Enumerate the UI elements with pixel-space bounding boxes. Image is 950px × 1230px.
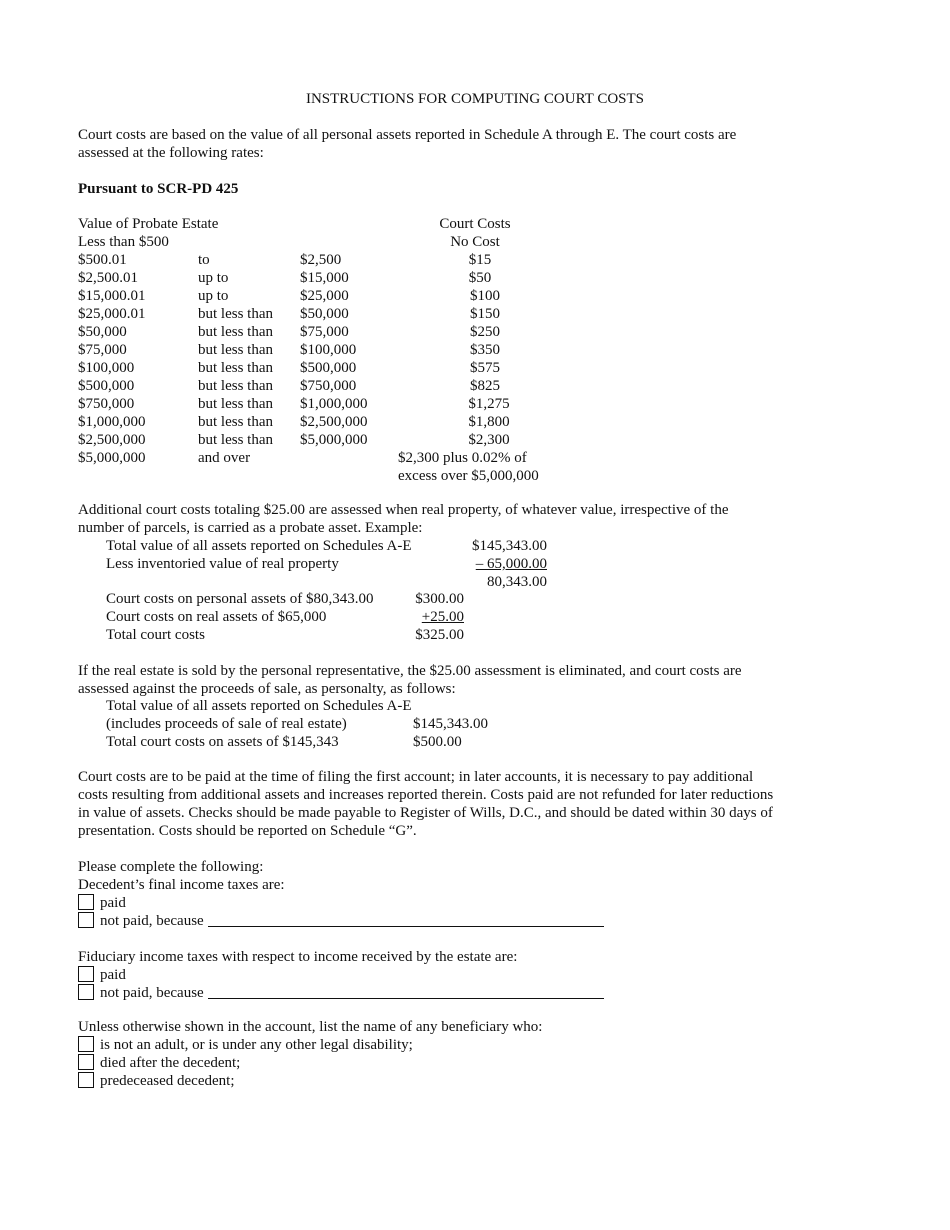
example2-row2-value: $145,343.00 (413, 716, 488, 732)
decedent-reason-field[interactable] (208, 912, 604, 927)
beneficiary-question: Unless otherwise shown in the account, list the name of any beneficiary who: (78, 1019, 543, 1035)
rate-from: $15,000.01 (78, 288, 146, 304)
rate-from: $75,000 (78, 342, 127, 358)
example2-row3-value: $500.00 (413, 734, 462, 750)
rate-cost: $250 (470, 324, 500, 340)
rate-to: $1,000,000 (300, 396, 368, 412)
rate-cost: $575 (470, 360, 500, 376)
fiduciary-reason-field[interactable] (208, 984, 604, 999)
rate-to: $50,000 (300, 306, 349, 322)
rate-conn: to (198, 252, 210, 268)
additional-paragraph: Additional court costs totaling $25.00 are assessed when real property, of whatever value, irrespective of the number of parcels, is carried as a probate asset. Example: (78, 502, 729, 536)
example2-row3-label: Total court costs on assets of $145,343 (106, 734, 339, 750)
rate-to: $750,000 (300, 378, 357, 394)
fiduciary-paid-label: paid (100, 967, 126, 983)
rate-cost: $350 (470, 342, 500, 358)
rate-to: $5,000,000 (300, 432, 368, 448)
decedent-paid-checkbox[interactable] (78, 894, 94, 910)
beneficiary-predeceased-label: predeceased decedent; (100, 1073, 235, 1089)
example1-row1-value: $145,343.00 (472, 538, 547, 554)
rate-last-from: $5,000,000 (78, 450, 146, 466)
rate-conn: up to (198, 270, 229, 286)
example1-row5-label: Court costs on real assets of $65,000 (106, 609, 327, 625)
example1-row6-label: Total court costs (106, 627, 205, 643)
complete-heading: Please complete the following: (78, 859, 264, 875)
fiduciary-not-paid-label: not paid, because (100, 985, 204, 1001)
rate-first-label: Less than $500 (78, 234, 169, 250)
example2-row1-label: Total value of all assets reported on Schedules A-E (106, 698, 412, 714)
rate-from: $100,000 (78, 360, 135, 376)
example1-row4-label: Court costs on personal assets of $80,343.00 (106, 591, 374, 607)
fiduciary-paid-checkbox[interactable] (78, 966, 94, 982)
decedent-question: Decedent’s final income taxes are: (78, 877, 285, 893)
sold-paragraph: If the real estate is sold by the personal representative, the $25.00 assessment is eliminated, and court costs are assessed against the proceeds of sale, as personalty, as follows: (78, 663, 742, 697)
rate-from: $50,000 (78, 324, 127, 340)
rate-to: $2,500,000 (300, 414, 368, 430)
rate-cost: $825 (470, 378, 500, 394)
rate-to: $25,000 (300, 288, 349, 304)
intro-paragraph: Court costs are based on the value of all personal assets reported in Schedule A through E. The court costs are assessed at the following rates: (78, 127, 737, 161)
rate-from: $2,500.01 (78, 270, 138, 286)
rate-from: $750,000 (78, 396, 135, 412)
rate-conn: up to (198, 288, 229, 304)
rate-conn: but less than (198, 306, 273, 322)
beneficiary-option-minor[interactable] (78, 1036, 413, 1054)
beneficiary-died-after-label: died after the decedent; (100, 1055, 241, 1071)
rate-to: $2,500 (300, 252, 342, 268)
rate-to: $500,000 (300, 360, 357, 376)
decedent-not-paid-option[interactable] (78, 912, 604, 930)
rate-cost: $1,800 (468, 414, 510, 430)
rate-conn: but less than (198, 396, 273, 412)
rate-cost: $50 (468, 270, 492, 286)
payment-paragraph: Court costs are to be paid at the time of filing the first account; in later accounts, it is necessary to pay additional costs resulting from additional assets and increases reported therein. Costs paid are not refunded for later reductions in value of assets. Checks should be made payable to Register of Wills, D.C., and should be dated within 30 days of presentation. Costs should be reported on Schedule “G”. (78, 769, 774, 839)
example1-row6-value: $325.00 (415, 627, 464, 643)
rate-to: $100,000 (300, 342, 357, 358)
beneficiary-predeceased-checkbox[interactable] (78, 1072, 94, 1088)
rate-last-cost-line2: excess over $5,000,000 (398, 468, 539, 484)
rate-first-cost: No Cost (450, 234, 500, 250)
rate-from: $25,000.01 (78, 306, 146, 322)
rate-last-conn: and over (198, 450, 251, 466)
fiduciary-question: Fiduciary income taxes with respect to income received by the estate are: (78, 949, 518, 965)
rate-cost: $1,275 (468, 396, 510, 412)
example1-row2-label: Less inventoried value of real property (106, 556, 339, 572)
rate-conn: but less than (198, 432, 273, 448)
rate-conn: but less than (198, 378, 273, 394)
rate-to: $15,000 (300, 270, 349, 286)
decedent-paid-option[interactable] (78, 894, 126, 912)
rate-header-costs: Court Costs (439, 216, 511, 232)
rate-from: $1,000,000 (78, 414, 146, 430)
rate-last-cost-line1: $2,300 plus 0.02% of (398, 450, 527, 466)
beneficiary-died-after-checkbox[interactable] (78, 1054, 94, 1070)
example1-row3-value: 80,343.00 (487, 574, 547, 590)
example1-row5-value: +25.00 (421, 609, 464, 625)
example1-row2-value: – 65,000.00 (475, 556, 547, 572)
decedent-not-paid-checkbox[interactable] (78, 912, 94, 928)
fiduciary-paid-option[interactable] (78, 966, 126, 984)
fiduciary-not-paid-checkbox[interactable] (78, 984, 94, 1000)
rate-cost: $2,300 (468, 432, 510, 448)
rate-header-value: Value of Probate Estate (78, 216, 219, 232)
example1-row4-value: $300.00 (415, 591, 464, 607)
decedent-not-paid-label: not paid, because (100, 913, 204, 929)
beneficiary-minor-label: is not an adult, or is under any other legal disability; (100, 1037, 413, 1053)
decedent-paid-label: paid (100, 895, 126, 911)
rate-to: $75,000 (300, 324, 349, 340)
beneficiary-minor-checkbox[interactable] (78, 1036, 94, 1052)
example1-row1-label: Total value of all assets reported on Schedules A-E (106, 538, 412, 554)
rate-cost: $150 (470, 306, 500, 322)
beneficiary-option-predeceased[interactable] (78, 1072, 235, 1090)
rate-from: $500,000 (78, 378, 135, 394)
rate-from: $500.01 (78, 252, 127, 268)
page-title: INSTRUCTIONS FOR COMPUTING COURT COSTS (305, 91, 645, 107)
example2-row2-label: (includes proceeds of sale of real estate) (106, 716, 347, 732)
rate-conn: but less than (198, 324, 273, 340)
fiduciary-not-paid-option[interactable] (78, 984, 604, 1002)
rate-conn: but less than (198, 414, 273, 430)
pursuant-heading: Pursuant to SCR-PD 425 (78, 181, 239, 197)
rate-conn: but less than (198, 360, 273, 376)
rate-from: $2,500,000 (78, 432, 146, 448)
beneficiary-option-died-after[interactable] (78, 1054, 240, 1072)
rate-cost: $15 (468, 252, 492, 268)
rate-cost: $100 (470, 288, 500, 304)
rate-conn: but less than (198, 342, 273, 358)
